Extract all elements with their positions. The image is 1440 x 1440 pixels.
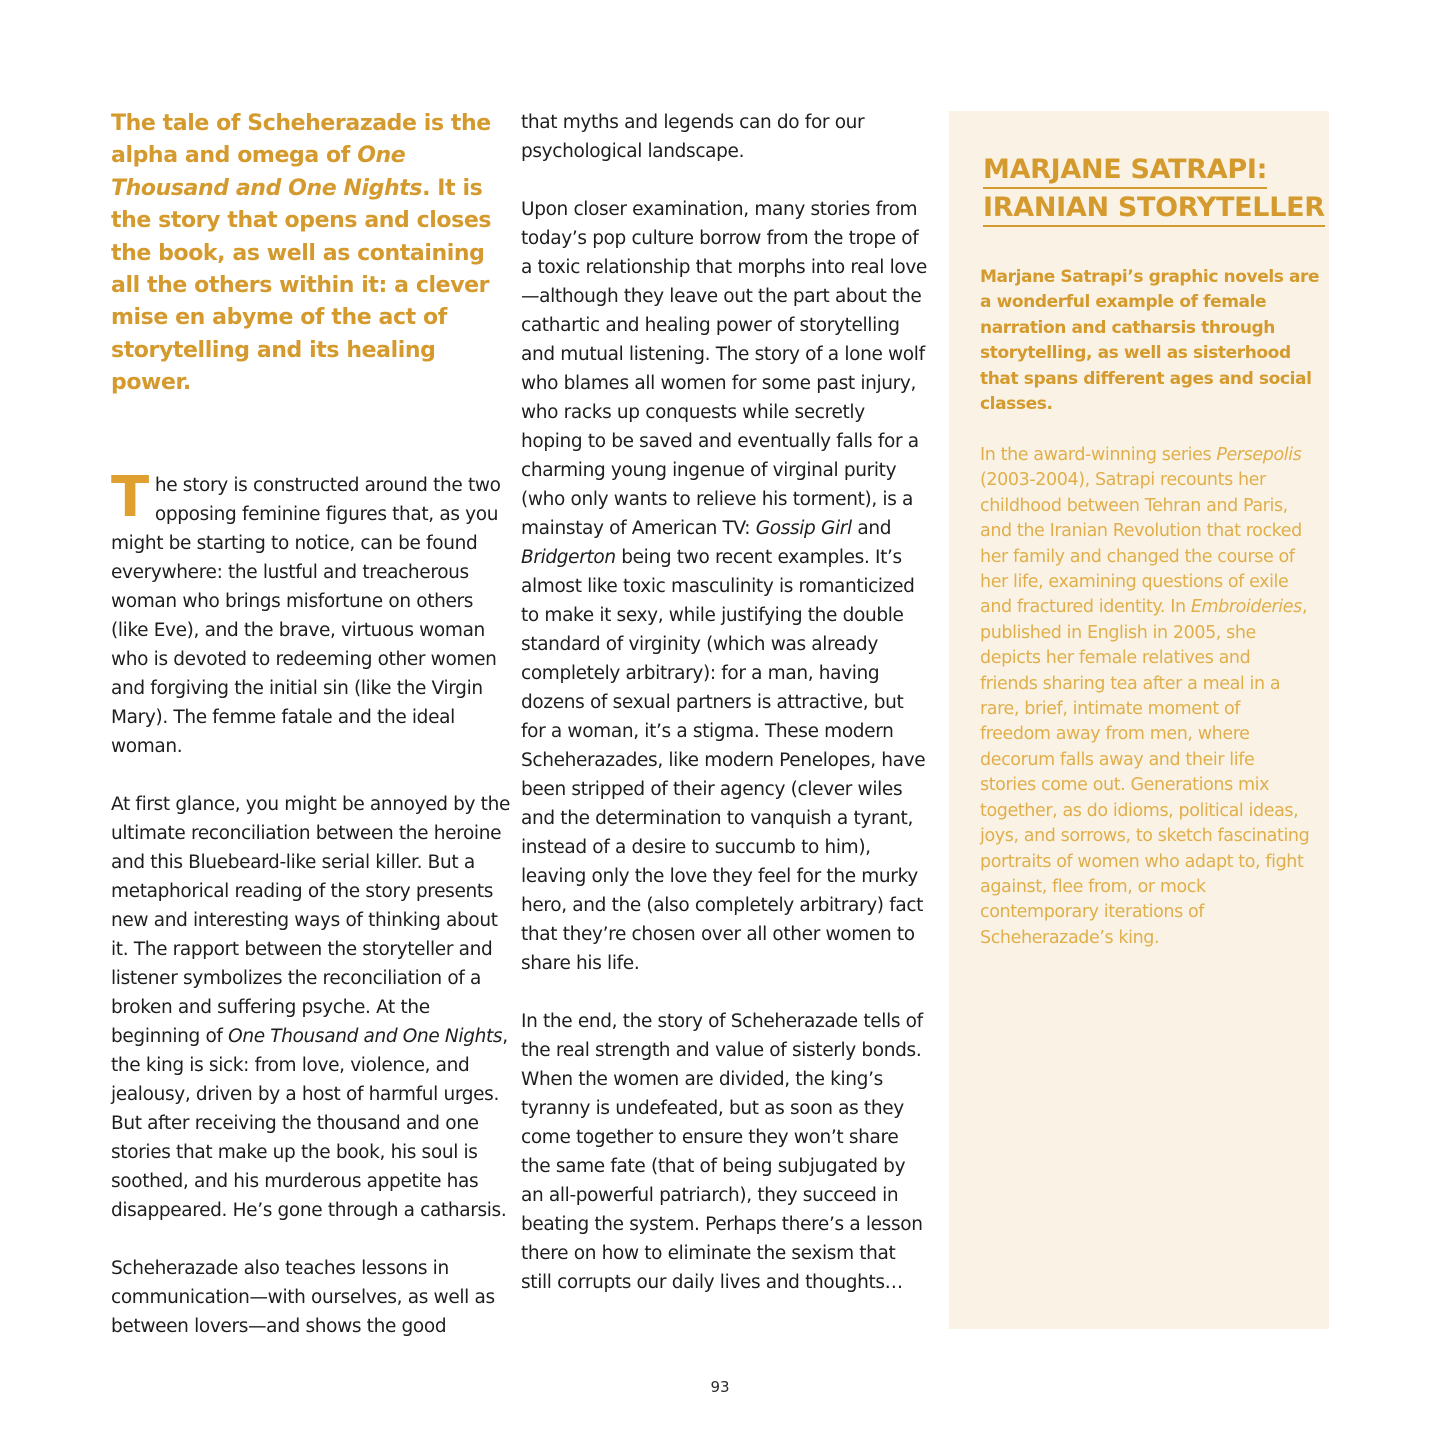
body-paragraph-continued: that myths and legends can do for our psychological landscape. (521, 112, 865, 162)
body-paragraph-1 (111, 464, 511, 761)
body-paragraph-4 (521, 195, 931, 978)
sidebar-text: , published in English in 2005, she depicts her female relatives and friends sharing tea after a meal in a rare, brief, intimate moment of freedom away from men, where decorum falls away and their life stories come out. Generations mix together, as do idioms, political ideas, joys, and sorrows, to sketch fascinating portraits of women who adapt to, fight against, flee from, or mock contemporary iterations of Scheherazade’s king. (980, 597, 1310, 948)
paragraph-text: he story is constructed around the two opposing feminine figures that, as you might be starting to notice, can be found everywhere: the lustful and treacherous woman who brings misfortune on others (like Eve), and the brave, virtuous woman who is devoted to redeeming other women and forgiving the initial sin (like the Virgin Mary). The femme fatale and the ideal woman. (111, 474, 501, 757)
sidebar-text: (2003-2004), Satrapi recounts her childhood between Tehran and Paris, and the Iranian Revolution that rocked her family and changed the course of her life, examining questions of exile and fractured identity. In (980, 470, 1302, 618)
show-title: Bridgerton (521, 547, 616, 568)
intro-text-2: . It is the story that opens and closes the book, as well as containing all the others within it: a clever mise en abyme of the act of storytelling and its healing power. (111, 175, 492, 396)
book-title: One Thousand and One Nights (228, 1025, 503, 1047)
paragraph-text: , the king is sick: from love, violence, and jealousy, driven by a host of harmful urges. But after receiving the thousand and one stories that make up the book, his soul is soothed, and his murderous appetite has disappeared. He’s gone through a catharsis. (111, 1025, 508, 1221)
paragraph-text: At first glance, you might be annoyed by the ultimate reconciliation between the heroine and this Bluebeard-like serial killer. But a metaphorical reading of the story presents new and interesting ways of thinking about it. The rapport between the storyteller and listener symbolizes the reconciliation of a broken and suffering psyche. At the beginning of (111, 793, 510, 1047)
middle-column (521, 108, 931, 1297)
sidebar-title (983, 151, 1325, 227)
left-column (111, 108, 511, 1341)
paragraph-text: being two recent examples. It’s almost like toxic masculinity is romanticized to make it sexy, while justifying the double standard of virginity (which was already completely arbitrary): for a man, having dozens of sexual partners is attractive, but for a woman, it’s a stigma. These modern Scheherazades, like modern Penelopes, have been stripped of their agency (clever wiles and the determination to vanquish a tyrant, instead of a desire to succumb to him), leaving only the love they feel for the murky hero, and the (also completely arbitrary) fact that they’re chosen over all other women to share his life. (521, 547, 926, 974)
body-paragraph-5: In the end, the story of Scheherazade tells of the real strength and value of sisterly bonds. When the women are divided, the king’s tyranny is undefeated, but as soon as they come together to ensure they won’t share the same fate (that of being subjugated by an all-powerful patriarch), they succeed in beating the system. Perhaps there’s a lesson there on how to eliminate the sexism that still corrupts our daily lives and thoughts… (521, 1011, 923, 1293)
intro-text-1: The tale of Scheherazade is the alpha and omega of (111, 111, 491, 169)
sidebar-title-line-1: MARJANE SATRAPI: (983, 153, 1267, 189)
body-paragraph-2 (111, 790, 511, 1225)
book-title: Persepolis (1216, 445, 1302, 465)
intro-pullquote (111, 108, 511, 400)
body-paragraph-3: Scheherazade also teaches lessons in communication—with ourselves, as well as between lovers—and shows the good (111, 1257, 495, 1337)
sidebar-title-line-2: IRANIAN STORYTELLER (983, 191, 1325, 227)
show-title: Gossip Girl (755, 518, 852, 539)
intro-book-title: One Thousand and One Nights (111, 143, 423, 201)
sidebar-box (949, 111, 1329, 1329)
sidebar-text: In the award-winning series (980, 445, 1217, 465)
drop-cap: T (111, 464, 149, 530)
page-number: 93 (710, 1378, 730, 1396)
paragraph-text: Upon closer examination, many stories from today’s pop culture borrow from the trope of a toxic relationship that morphs into real love—although they leave out the part about the cathartic and healing power of storytelling and mutual listening. The story of a lone wolf who blames all women for some past injury, who racks up conquests while secretly hoping to be saved and eventually falls for a charming young ingenue of virginal purity (who only wants to relieve his torment), is a mainstay of American TV: (521, 199, 927, 539)
sidebar-lead: Marjane Satrapi’s graphic novels are a wonderful example of female narration and catharsis through storytelling, as well as sisterhood that spans different ages and social classes. (980, 267, 1320, 415)
paragraph-text: and (851, 518, 892, 539)
book-title: Embroideries (1190, 597, 1302, 618)
sidebar-body (980, 443, 1310, 951)
